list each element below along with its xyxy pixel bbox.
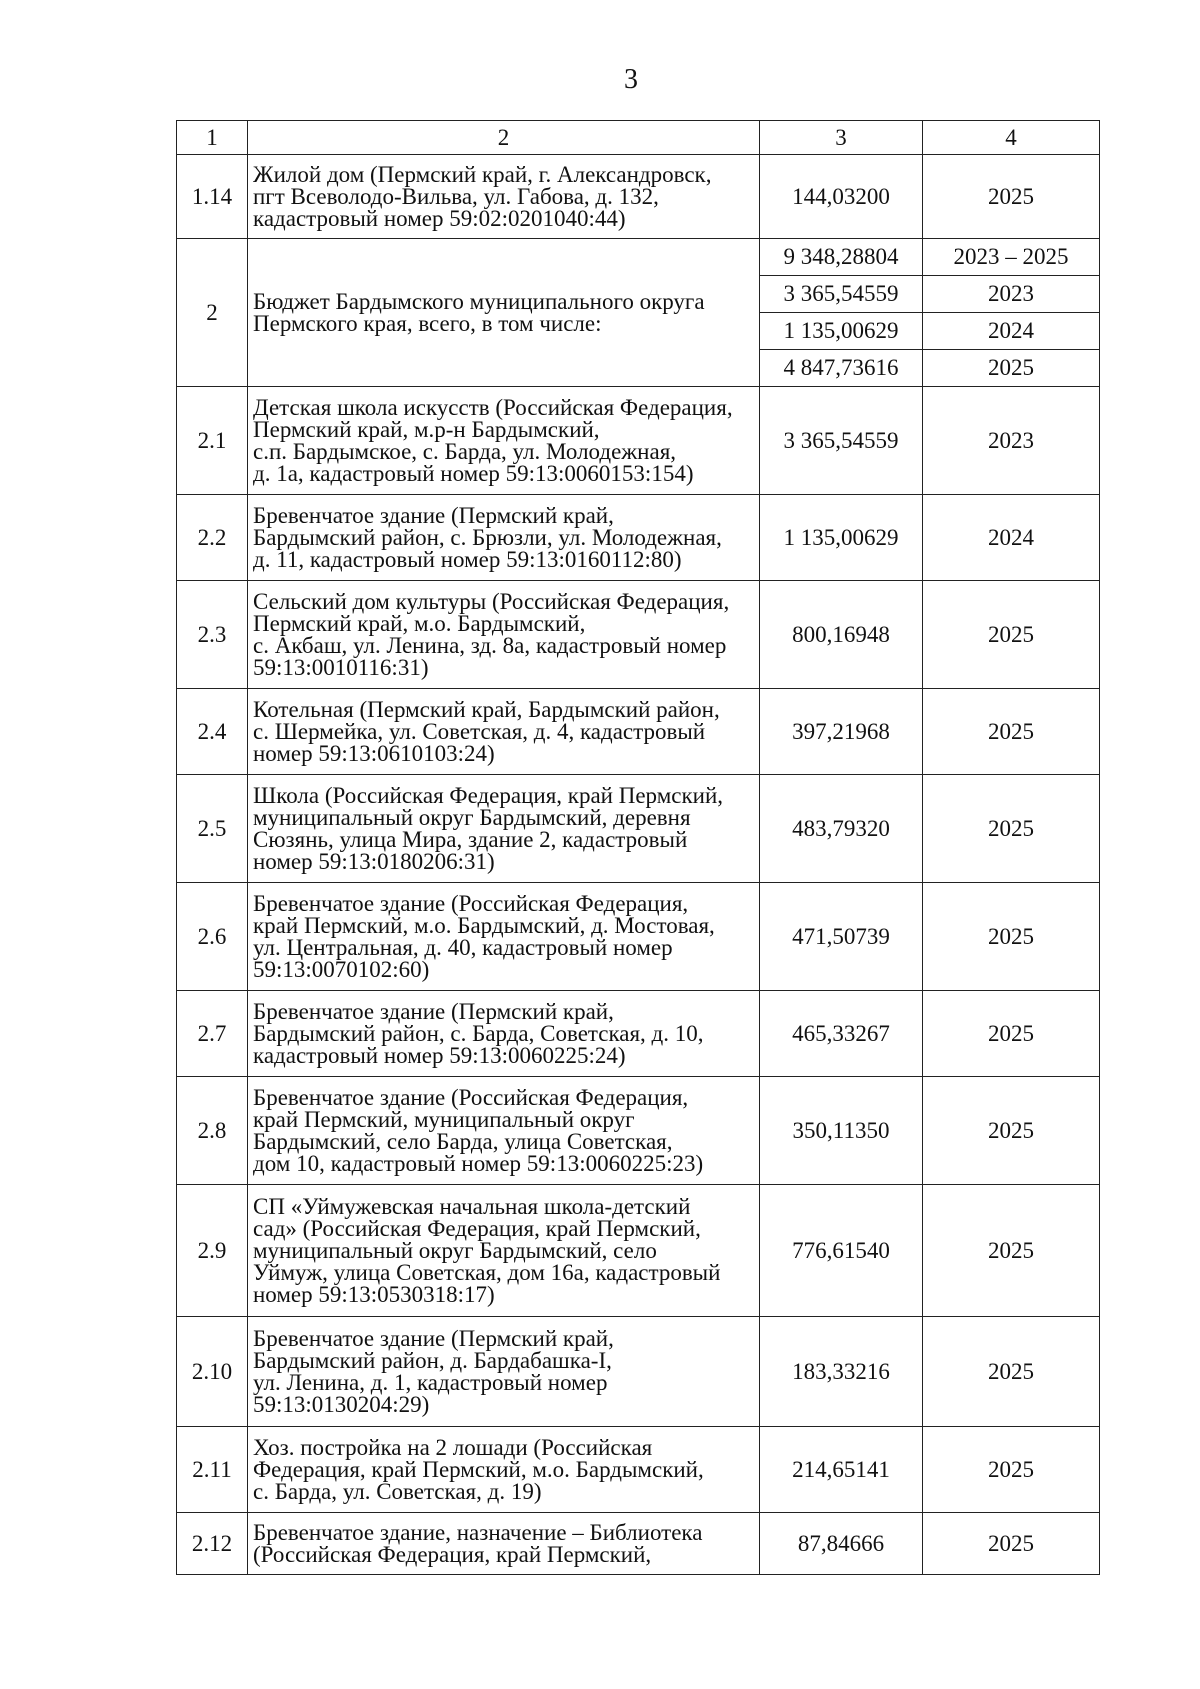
breakdown-amount: 1 135,00629 — [760, 313, 923, 350]
description-line: Бревенчатое здание (Российская Федерация, — [253, 890, 689, 916]
description-line: кадастровый номер 59:02:0201040:44) — [253, 205, 626, 231]
breakdown-amount: 9 348,28804 — [760, 239, 923, 276]
table-row — [177, 581, 1100, 689]
table-row — [177, 775, 1100, 883]
page-number: 3 — [624, 64, 638, 95]
description-line: ул. Центральная, д. 40, кадастровый номер — [253, 934, 673, 960]
description-line: Бардымский, село Барда, улица Советская, — [253, 1128, 673, 1154]
description-line: Хоз. постройка на 2 лошади (Российская — [253, 1434, 653, 1460]
data-table — [176, 120, 1100, 1575]
breakdown-amount: 3 365,54559 — [760, 276, 923, 313]
description-line: Бревенчатое здание, назначение – Библиотека — [253, 1519, 703, 1545]
row-amount: 144,03200 — [760, 155, 923, 239]
description-line: Бардымский район, д. Бардабашка-I, — [253, 1347, 612, 1373]
row-description — [248, 1317, 760, 1427]
description-line: с. Барда, ул. Советская, д. 19) — [253, 1478, 542, 1504]
description-line: Котельная (Пермский край, Бардымский район, — [253, 696, 720, 722]
description-line: Бардымский район, с. Брюзли, ул. Молодежная, — [253, 524, 722, 550]
row-year: 2025 — [923, 1077, 1100, 1185]
description-line: край Пермский, м.о. Бардымский, д. Мостовая, — [253, 912, 715, 938]
row-amount: 776,61540 — [760, 1185, 923, 1317]
description-line: Жилой дом (Пермский край, г. Александровск, — [253, 161, 712, 187]
description-line: Бюджет Бардымского муниципального округа — [253, 288, 705, 314]
row-number: 2.4 — [177, 689, 248, 775]
row-number: 2.6 — [177, 883, 248, 991]
description-line: с. Акбаш, ул. Ленина, зд. 8а, кадастровый номер — [253, 632, 727, 658]
row-amount: 87,84666 — [760, 1513, 923, 1575]
breakdown-year: 2023 — [923, 276, 1100, 313]
table-row — [177, 991, 1100, 1077]
table-row — [177, 1427, 1100, 1513]
header-col-2: 2 — [248, 121, 760, 155]
row-description — [248, 155, 760, 239]
header-col-3: 3 — [760, 121, 923, 155]
row-number: 2.2 — [177, 495, 248, 581]
row-description — [248, 495, 760, 581]
row-year: 2025 — [923, 155, 1100, 239]
description-line: кадастровый номер 59:13:0060225:24) — [253, 1042, 626, 1068]
description-line: дом 10, кадастровый номер 59:13:0060225:23) — [253, 1150, 704, 1176]
row-number: 2 — [177, 239, 248, 387]
row-amount: 465,33267 — [760, 991, 923, 1077]
row-amount: 1 135,00629 — [760, 495, 923, 581]
row-amount: 3 365,54559 — [760, 387, 923, 495]
table-row — [177, 1077, 1100, 1185]
row-number: 2.1 — [177, 387, 248, 495]
row-number: 2.3 — [177, 581, 248, 689]
row-amount: 214,65141 — [760, 1427, 923, 1513]
row-description — [248, 581, 760, 689]
description-line: с. Шермейка, ул. Советская, д. 4, кадастровый — [253, 718, 706, 744]
row-description — [248, 883, 760, 991]
row-amount: 471,50739 — [760, 883, 923, 991]
row-description — [248, 1185, 760, 1317]
row-number: 1.14 — [177, 155, 248, 239]
description-line: пгт Всеволодо-Вильва, ул. Габова, д. 132, — [253, 183, 659, 209]
description-line: Сюзянь, улица Мира, здание 2, кадастровый — [253, 826, 688, 852]
row-amount: 800,16948 — [760, 581, 923, 689]
row-description — [248, 991, 760, 1077]
row-year: 2025 — [923, 1427, 1100, 1513]
description-line: Бревенчатое здание (Пермский край, — [253, 1325, 614, 1351]
row-year: 2025 — [923, 775, 1100, 883]
description-line: Бревенчатое здание (Пермский край, — [253, 998, 614, 1024]
row-description — [248, 689, 760, 775]
table-row — [177, 495, 1100, 581]
header-col-4: 4 — [923, 121, 1100, 155]
description-line: Детская школа искусств (Российская Федерация, — [253, 394, 733, 420]
row-year: 2024 — [923, 495, 1100, 581]
row-number: 2.8 — [177, 1077, 248, 1185]
table-header-row — [177, 121, 1100, 155]
row-number: 2.12 — [177, 1513, 248, 1575]
description-line: муниципальный округ Бардымский, село — [253, 1237, 657, 1263]
table-row — [177, 155, 1100, 239]
row-number: 2.10 — [177, 1317, 248, 1427]
description-line: Федерация, край Пермский, м.о. Бардымский, — [253, 1456, 704, 1482]
row-year: 2025 — [923, 581, 1100, 689]
breakdown-year: 2023 – 2025 — [923, 239, 1100, 276]
description-line: (Российская Федерация, край Пермский, — [253, 1541, 652, 1567]
row-year: 2025 — [923, 991, 1100, 1077]
table-row — [177, 1185, 1100, 1317]
description-line: Бревенчатое здание (Пермский край, — [253, 502, 614, 528]
description-line: Сельский дом культуры (Российская Федерация, — [253, 588, 730, 614]
table-row — [177, 1513, 1100, 1575]
row-amount: 397,21968 — [760, 689, 923, 775]
description-line: Школа (Российская Федерация, край Пермский, — [253, 782, 724, 808]
description-line: номер 59:13:0610103:24) — [253, 740, 495, 766]
row-description — [248, 1427, 760, 1513]
description-line: муниципальный округ Бардымский, деревня — [253, 804, 691, 830]
table-row — [177, 1317, 1100, 1427]
description-line: Пермского края, всего, в том числе: — [253, 310, 602, 336]
row-amount: 483,79320 — [760, 775, 923, 883]
description-line: Пермский край, м.р-н Бардымский, — [253, 416, 600, 442]
row-description — [248, 775, 760, 883]
row-description — [248, 1077, 760, 1185]
description-line: Пермский край, м.о. Бардымский, — [253, 610, 586, 636]
table-body — [177, 121, 1100, 1575]
description-line: сад» (Российская Федерация, край Пермский, — [253, 1215, 701, 1241]
description-line: д. 1а, кадастровый номер 59:13:0060153:154) — [253, 460, 694, 486]
description-line: Уймуж, улица Советская, дом 16а, кадастровый — [253, 1259, 721, 1285]
description-line: 59:13:0130204:29) — [253, 1391, 430, 1417]
row-description — [248, 387, 760, 495]
table-row — [177, 689, 1100, 775]
description-line: номер 59:13:0530318:17) — [253, 1281, 495, 1307]
description-line: Бревенчатое здание (Российская Федерация, — [253, 1084, 689, 1110]
description-line: ул. Ленина, д. 1, кадастровый номер — [253, 1369, 608, 1395]
row-number: 2.11 — [177, 1427, 248, 1513]
description-line: номер 59:13:0180206:31) — [253, 848, 495, 874]
row-number: 2.9 — [177, 1185, 248, 1317]
row-description — [248, 239, 760, 387]
description-line: Бардымский район, с. Барда, Советская, д. 10, — [253, 1020, 704, 1046]
row-number: 2.5 — [177, 775, 248, 883]
description-line: 59:13:0070102:60) — [253, 956, 430, 982]
row-year: 2025 — [923, 689, 1100, 775]
description-line: д. 11, кадастровый номер 59:13:0160112:80) — [253, 546, 682, 572]
budget-total-row — [177, 239, 1100, 276]
breakdown-year: 2025 — [923, 350, 1100, 387]
row-year: 2025 — [923, 883, 1100, 991]
row-amount: 183,33216 — [760, 1317, 923, 1427]
description-line: СП «Уймужевская начальная школа-детский — [253, 1193, 691, 1219]
description-line: край Пермский, муниципальный округ — [253, 1106, 635, 1132]
row-amount: 350,11350 — [760, 1077, 923, 1185]
table-row — [177, 883, 1100, 991]
row-year: 2023 — [923, 387, 1100, 495]
description-line: 59:13:0010116:31) — [253, 654, 429, 680]
breakdown-year: 2024 — [923, 313, 1100, 350]
row-description — [248, 1513, 760, 1575]
breakdown-amount: 4 847,73616 — [760, 350, 923, 387]
header-col-1: 1 — [177, 121, 248, 155]
table-row — [177, 387, 1100, 495]
row-year: 2025 — [923, 1513, 1100, 1575]
row-year: 2025 — [923, 1317, 1100, 1427]
row-year: 2025 — [923, 1185, 1100, 1317]
row-number: 2.7 — [177, 991, 248, 1077]
description-line: с.п. Бардымское, с. Барда, ул. Молодежная, — [253, 438, 677, 464]
